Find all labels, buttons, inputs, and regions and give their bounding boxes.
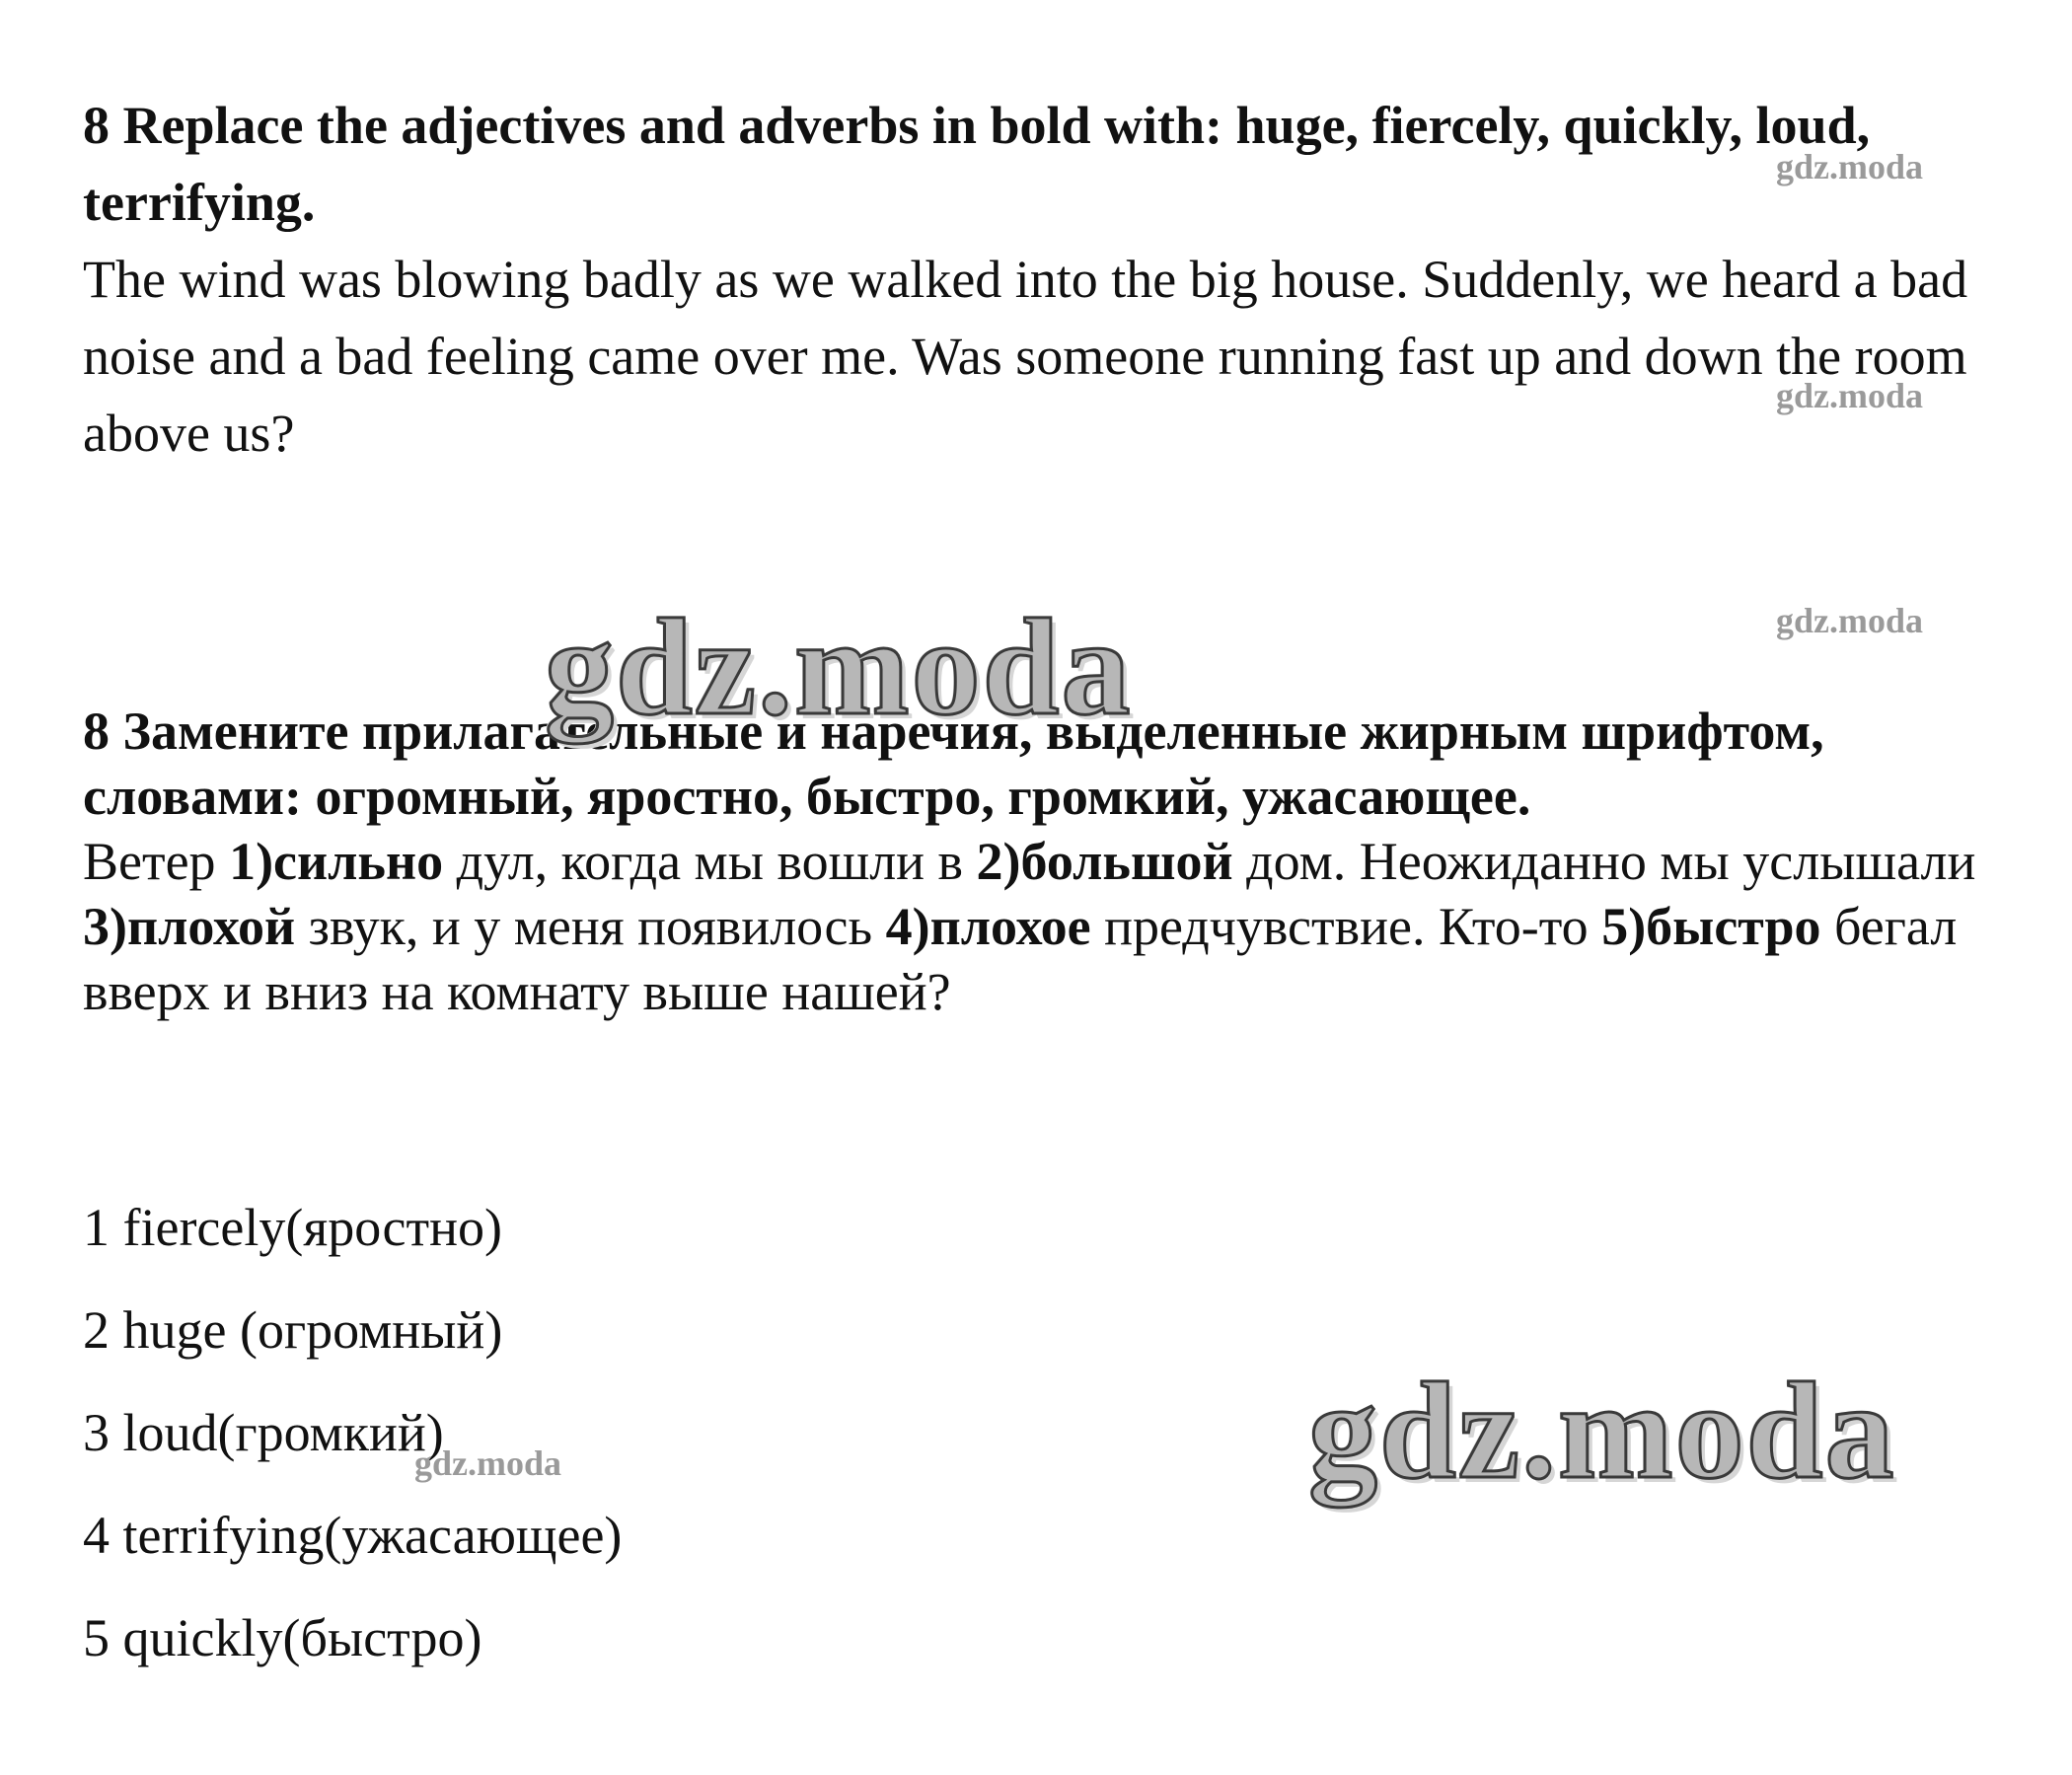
- english-task-text: The wind was blowing badly as we walked into the big house. Suddenly, we heard a bad noise and a bad feeling came over me. Was someone running fast up and down the room above us?: [83, 250, 1968, 463]
- english-task-heading: 8 Replace the adjectives and adverbs in bold with: huge, fiercely, quickly, loud, terrifying.: [83, 96, 1871, 232]
- russian-text-segment: бегал вверх и вниз на комнату выше нашей?: [83, 897, 1958, 1021]
- russian-task-text: [83, 829, 2017, 1024]
- english-task: [83, 87, 2017, 472]
- answer-list: [83, 1176, 622, 1689]
- russian-task: [83, 699, 2017, 1024]
- watermark-small: gdz.moda: [1776, 601, 1924, 640]
- russian-text-segment: дом. Неожиданно мы услышали: [1232, 832, 1976, 891]
- answer-item: 5 quickly(быстро): [83, 1608, 482, 1667]
- watermark-small: gdz.moda: [1776, 376, 1924, 415]
- answer-item: 1 fiercely(яростно): [83, 1198, 502, 1257]
- term-5: 5)быстро: [1601, 897, 1821, 956]
- term-2: 2)большой: [976, 832, 1233, 891]
- answer-item: 2 huge (огромный): [83, 1300, 503, 1360]
- term-1: 1)сильно: [229, 832, 444, 891]
- russian-text-segment: предчувствие. Кто-то: [1090, 897, 1602, 956]
- russian-text-segment: звук, и у меня появилось: [295, 897, 886, 956]
- watermark-small: gdz.moda: [1776, 147, 1924, 186]
- russian-text-segment: дул, когда мы вошли в: [443, 832, 977, 891]
- term-3: 3)плохой: [83, 897, 296, 956]
- watermark-large: gdz.moda: [1308, 1355, 1896, 1508]
- watermark-small: gdz.moda: [414, 1443, 562, 1483]
- watermark-large: gdz.moda: [545, 591, 1133, 744]
- answer-item: 3 loud(громкий): [83, 1403, 444, 1462]
- russian-text-segment: Ветер: [83, 832, 230, 891]
- term-4: 4)плохое: [885, 897, 1091, 956]
- russian-task-heading: 8 Замените прилагательные и наречия, выделенные жирным шрифтом, словами: огромный, яростно, быстро, громкий, ужасающее.: [83, 702, 1824, 826]
- answer-item: 4 terrifying(ужасающее): [83, 1506, 623, 1565]
